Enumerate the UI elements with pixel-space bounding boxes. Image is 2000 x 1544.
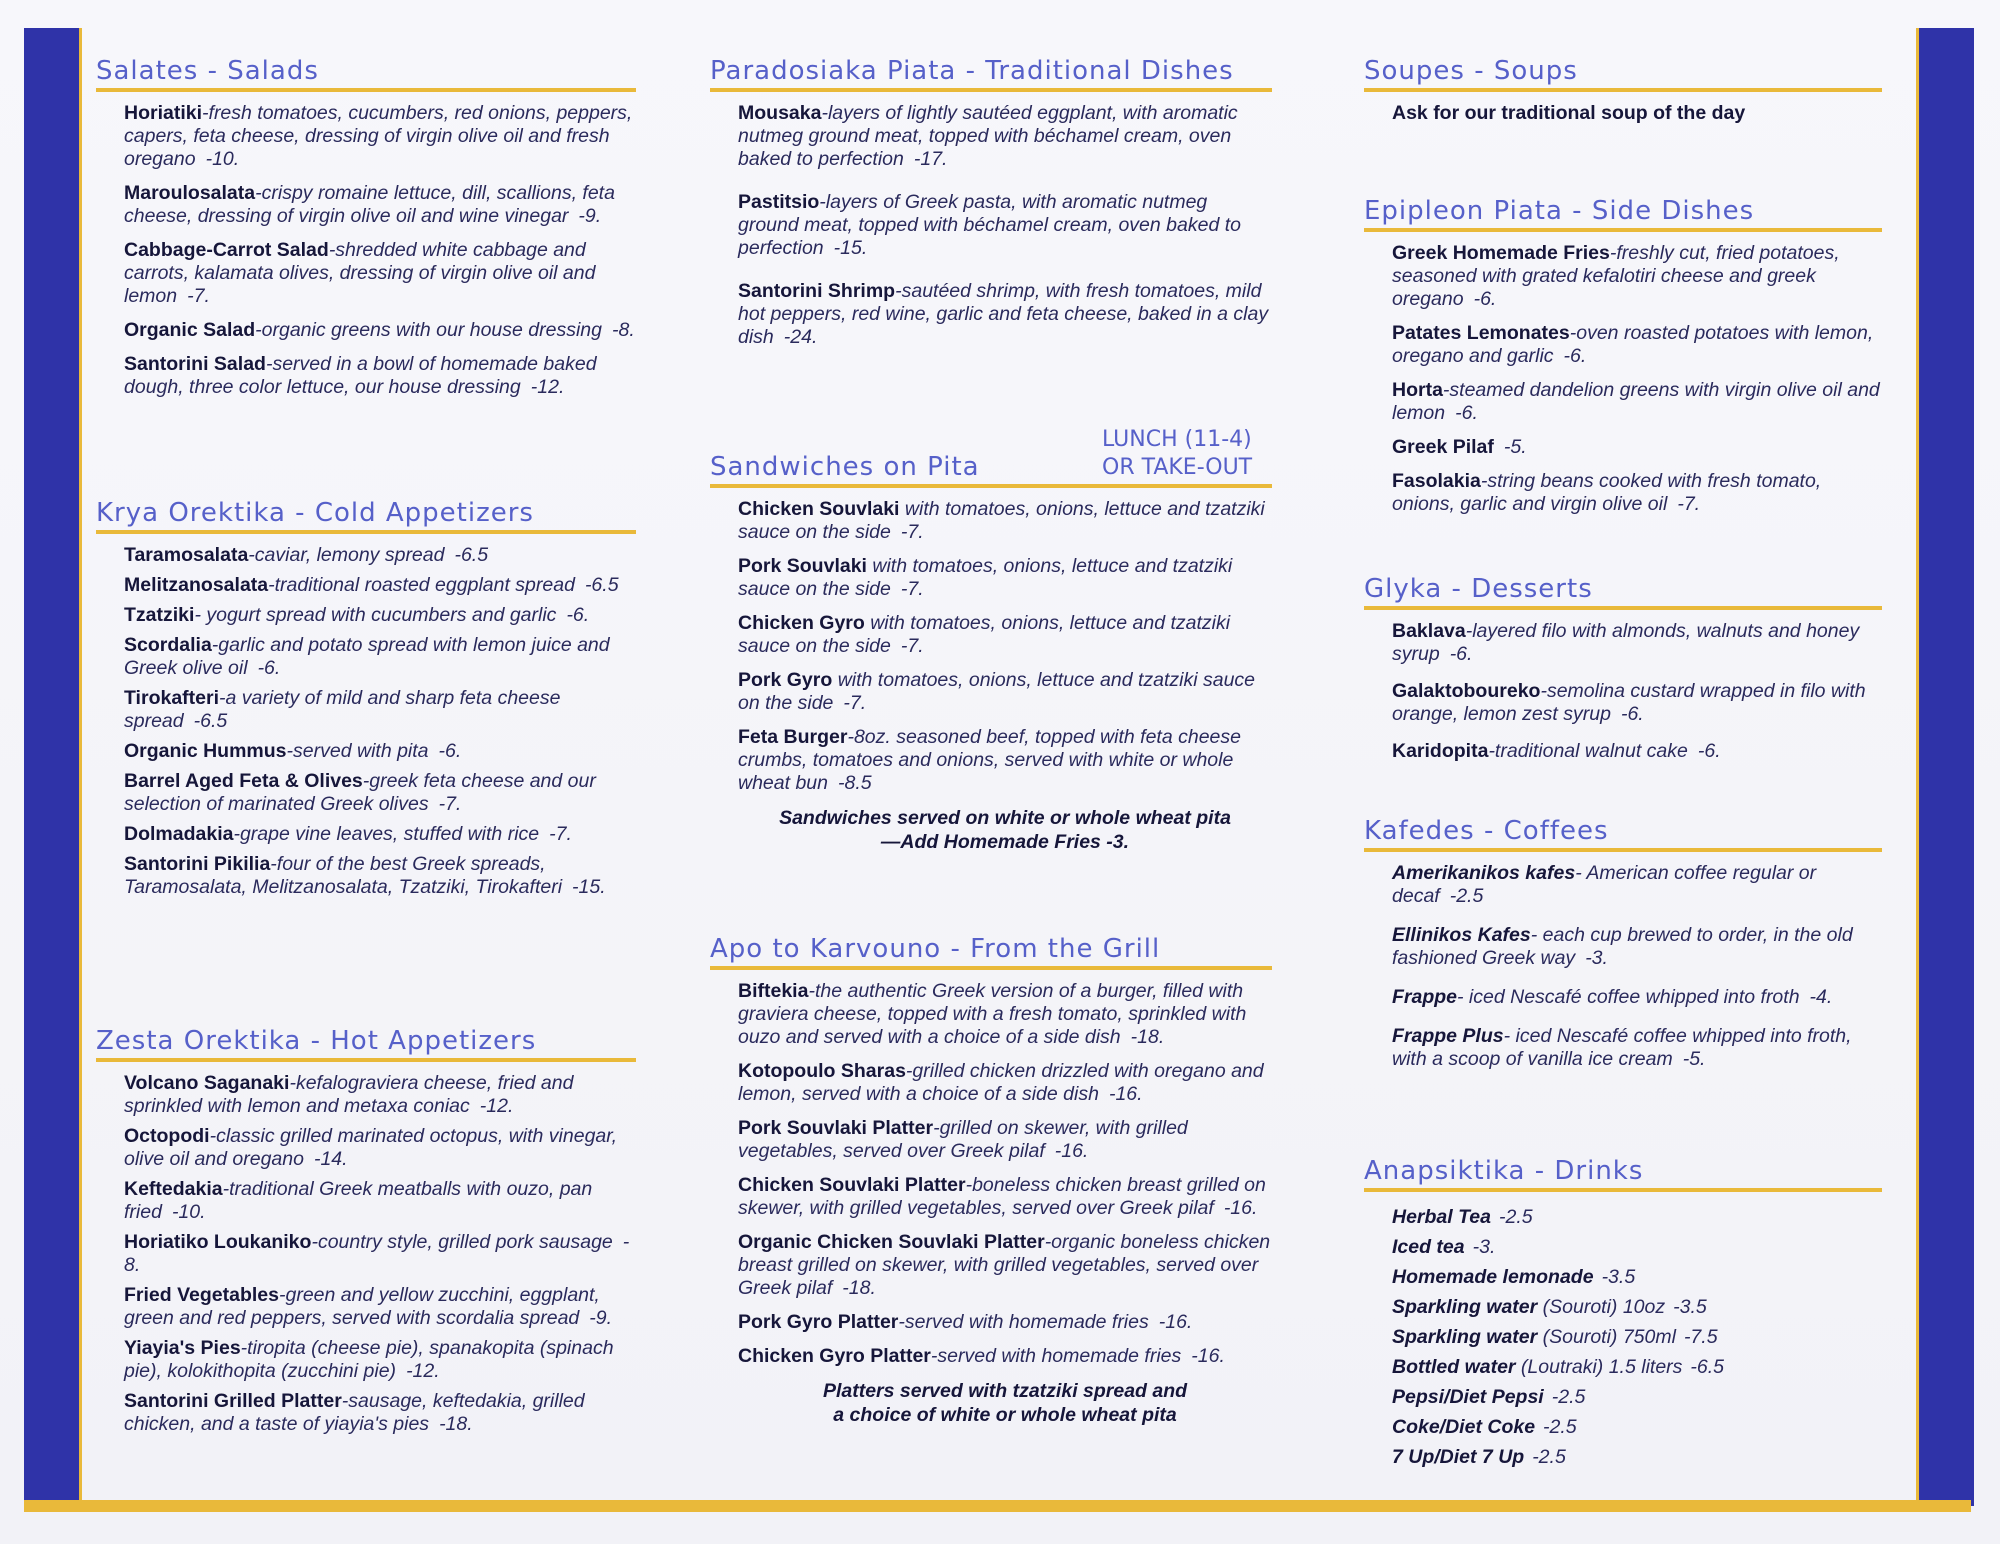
menu-item bbox=[738, 1060, 1272, 1106]
menu-item-price: -16. bbox=[1108, 1083, 1143, 1105]
menu-item bbox=[1392, 1025, 1882, 1071]
menu-item-price: -8. bbox=[124, 1231, 630, 1276]
menu-item bbox=[124, 1178, 636, 1224]
section-traditional bbox=[710, 56, 1272, 369]
menu-item-price: -7. bbox=[438, 793, 462, 815]
menu-item-description: with tomatoes, onions, lettuce and tzatziki sauce on the side bbox=[738, 555, 1233, 600]
menu-item bbox=[1392, 620, 1882, 666]
menu-item bbox=[738, 280, 1272, 349]
right-border-bar bbox=[1916, 28, 1974, 1506]
menu-item bbox=[124, 319, 636, 342]
menu-item-name: Cabbage-Carrot Salad bbox=[124, 239, 329, 261]
menu-item-price: -8.5 bbox=[838, 772, 872, 794]
footer-line: a choice of white or whole wheat pita bbox=[833, 1404, 1177, 1426]
section-header bbox=[710, 934, 1272, 970]
menu-item-price: -7. bbox=[1677, 493, 1701, 515]
menu-item-name: Sparkling water bbox=[1392, 1296, 1538, 1318]
menu-item-description: -served with homemade fries bbox=[930, 1345, 1182, 1367]
menu-item bbox=[738, 669, 1272, 715]
menu-item-name: Pastitsio bbox=[738, 191, 820, 213]
menu-item-name: Barrel Aged Feta & Olives bbox=[124, 770, 363, 792]
menu-item bbox=[124, 1337, 636, 1383]
menu-item bbox=[738, 1231, 1272, 1300]
menu-item-name: Santorini Shrimp bbox=[738, 280, 896, 302]
menu-item-price: -2.5 bbox=[1543, 1416, 1577, 1438]
menu-item-description: -four of the best Greek spreads, Taramosalata, Melitzanosalata, Tzatziki, Tirokafteri bbox=[124, 853, 563, 898]
menu-item bbox=[124, 770, 636, 816]
menu-item-price: -9. bbox=[589, 1307, 613, 1329]
menu-item bbox=[1392, 1442, 1882, 1472]
menu-item-price: -6.5 bbox=[584, 574, 619, 596]
menu-item-name: Kotopoulo Sharas bbox=[738, 1060, 906, 1082]
menu-item-price: -6.5 bbox=[454, 544, 489, 566]
menu-item bbox=[124, 544, 636, 567]
menu-item-price: -6. bbox=[438, 740, 462, 762]
menu-item bbox=[124, 604, 636, 627]
menu-item bbox=[1392, 1292, 1882, 1322]
sandwich-footer-note bbox=[738, 806, 1272, 854]
menu-item-description: -a variety of mild and sharp feta cheese spread bbox=[124, 687, 561, 732]
menu-item-name: Galaktoboureko bbox=[1392, 680, 1541, 702]
section-title: Krya Orektika - Cold Appetizers bbox=[96, 498, 534, 528]
menu-item-price: -16. bbox=[1054, 1140, 1089, 1162]
menu-item-description: (Souroti) 750ml bbox=[1537, 1326, 1676, 1348]
menu-item-description: -oven roasted potatoes with lemon, oregano and garlic bbox=[1392, 322, 1874, 367]
menu-item-name: Organic Chicken Souvlaki Platter bbox=[738, 1231, 1045, 1253]
menu-item bbox=[124, 574, 636, 597]
menu-item-description: -grape vine leaves, stuffed with rice bbox=[233, 823, 540, 845]
menu-item bbox=[1392, 1352, 1882, 1382]
menu-item-price: -7.5 bbox=[1683, 1326, 1718, 1348]
lunch-takeout-note: LUNCH (11-4) OR TAKE-OUT bbox=[1102, 427, 1253, 480]
menu-item bbox=[738, 980, 1272, 1049]
menu-item bbox=[124, 182, 636, 228]
section-header bbox=[1364, 1156, 1882, 1192]
footer-line: Platters served with tzatziki spread and bbox=[822, 1380, 1188, 1402]
menu-item-price: -7. bbox=[900, 578, 924, 600]
footer-line: Sandwiches served on white or whole wheat pita bbox=[779, 807, 1231, 829]
menu-item-price: -5. bbox=[1682, 1048, 1706, 1070]
menu-item-price: -7. bbox=[900, 521, 924, 543]
menu-item bbox=[738, 102, 1272, 171]
menu-item-name: Pork Gyro bbox=[738, 669, 833, 691]
menu-item-description: (Souroti) 10oz bbox=[1537, 1296, 1666, 1318]
menu-item-price: -16. bbox=[1158, 1311, 1193, 1333]
section-header bbox=[1364, 574, 1882, 610]
menu-item-name: Fried Vegetables bbox=[124, 1284, 279, 1306]
menu-item-name: Santorini Pikilia bbox=[124, 853, 271, 875]
section-sandwiches bbox=[710, 426, 1272, 854]
menu-item-name: Pork Gyro Platter bbox=[738, 1311, 899, 1333]
menu-item-name: Chicken Gyro Platter bbox=[738, 1345, 931, 1367]
section-header bbox=[710, 56, 1272, 92]
menu-item-name: Sparkling water bbox=[1392, 1326, 1538, 1348]
menu-item-description: -string beans cooked with fresh tomato, onions, garlic and virgin olive oil bbox=[1392, 470, 1822, 515]
menu-item-description: -freshly cut, fried potatoes, seasoned with grated kefalotiri cheese and greek oregano bbox=[1392, 242, 1840, 310]
menu-item-description: (Loutraki) 1.5 liters bbox=[1515, 1356, 1683, 1378]
menu-item-price: -7. bbox=[187, 285, 210, 307]
section-header bbox=[96, 56, 636, 92]
menu-item-description: - each cup brewed to order, in the old fashioned Greek way bbox=[1392, 924, 1853, 969]
menu-item-price: -10. bbox=[171, 1201, 206, 1223]
menu-item bbox=[1392, 740, 1882, 763]
menu-item bbox=[1392, 436, 1882, 459]
menu-item bbox=[1392, 1382, 1882, 1412]
menu-item-name: 7 Up/Diet 7 Up bbox=[1392, 1446, 1525, 1468]
menu-item bbox=[124, 1231, 636, 1277]
section-header bbox=[96, 1026, 636, 1062]
menu-item-name: Organic Hummus bbox=[124, 740, 287, 762]
menu-item-price: -4. bbox=[1809, 986, 1833, 1008]
menu-item-price: -24. bbox=[783, 326, 818, 348]
menu-item-price: -18. bbox=[439, 1413, 473, 1435]
menu-item-price: -6. bbox=[1697, 740, 1721, 762]
menu-item-description: -tiropita (cheese pie), spanakopita (spinach pie), kolokithopita (zucchini pie) bbox=[124, 1337, 614, 1382]
menu-item bbox=[738, 1117, 1272, 1163]
menu-item-description: -served in a bowl of homemade baked dough, three color lettuce, our house dressing bbox=[124, 353, 597, 398]
menu-item-price: -7. bbox=[549, 823, 572, 845]
menu-item-price: -6.5 bbox=[193, 710, 228, 732]
menu-item bbox=[738, 726, 1272, 795]
section-title: Epipleon Piata - Side Dishes bbox=[1364, 196, 1755, 226]
soup-of-day: Ask for our traditional soup of the day bbox=[1392, 102, 1746, 124]
menu-item-name: Taramosalata bbox=[124, 544, 249, 566]
menu-item bbox=[124, 853, 636, 899]
menu-item-price: -6. bbox=[257, 657, 281, 679]
menu-item-description: with tomatoes, onions, lettuce and tzatziki sauce on the side bbox=[738, 669, 1256, 714]
menu-item-name: Chicken Gyro bbox=[738, 612, 865, 634]
menu-item-description: -boneless chicken breast grilled on skewer, with grilled vegetables, served over Greek pilaf bbox=[738, 1174, 1266, 1219]
menu-item-price: -14. bbox=[313, 1148, 348, 1170]
menu-item-description: -greek feta cheese and our selection of marinated Greek olives bbox=[124, 770, 596, 815]
menu-item-name: Feta Burger bbox=[738, 726, 848, 748]
menu-item-name: Karidopita bbox=[1392, 740, 1489, 762]
menu-item-name: Pepsi/Diet Pepsi bbox=[1392, 1386, 1544, 1408]
section-drinks bbox=[1364, 1156, 1882, 1472]
menu-item-price: -2.5 bbox=[1532, 1446, 1566, 1468]
menu-item-name: Baklava bbox=[1392, 620, 1466, 642]
menu-item-description: -crispy romaine lettuce, dill, scallions, feta cheese, dressing of virgin olive oil and wine vinegar bbox=[124, 182, 615, 227]
menu-item-price: -6. bbox=[1449, 643, 1473, 665]
section-soups bbox=[1364, 56, 1882, 136]
platter-footer-note bbox=[738, 1379, 1272, 1427]
menu-item bbox=[738, 1174, 1272, 1220]
menu-item-name: Patates Lemonates bbox=[1392, 322, 1570, 344]
menu-item-price: -16. bbox=[1191, 1345, 1225, 1367]
menu-item-description: -fresh tomatoes, cucumbers, red onions, peppers, capers, feta cheese, dressing of virgin olive oil and fresh oregano bbox=[124, 102, 633, 170]
menu-item bbox=[124, 634, 636, 680]
menu-item-name: Dolmadakia bbox=[124, 823, 234, 845]
menu-item-description: -semolina custard wrapped in filo with orange, lemon zest syrup bbox=[1392, 680, 1866, 725]
menu-item-description: with tomatoes, onions, lettuce and tzatziki sauce on the side bbox=[738, 498, 1265, 543]
section-title: Soupes - Soups bbox=[1364, 56, 1578, 86]
menu-item bbox=[1392, 680, 1882, 726]
menu-item bbox=[738, 1311, 1272, 1334]
menu-item-description: -country style, grilled pork sausage bbox=[311, 1231, 613, 1253]
menu-item-name: Yiayia's Pies bbox=[124, 1337, 241, 1359]
menu-item-name: Horta bbox=[1392, 379, 1443, 401]
menu-item-price: -12. bbox=[406, 1360, 440, 1382]
menu-item-name: Horiatiko Loukaniko bbox=[124, 1231, 312, 1253]
menu-item-name: Pork Souvlaki Platter bbox=[738, 1117, 934, 1139]
menu-item bbox=[1392, 242, 1882, 311]
menu-item-name: Horiatiki bbox=[124, 102, 203, 124]
menu-item bbox=[1392, 379, 1882, 425]
menu-item-description: - American coffee regular or decaf bbox=[1392, 862, 1817, 907]
menu-item-name: Organic Salad bbox=[124, 319, 256, 341]
menu-item-name: Scordalia bbox=[124, 634, 212, 656]
menu-item-price: -8. bbox=[612, 319, 635, 341]
menu-item-description: -served with homemade fries bbox=[898, 1311, 1149, 1333]
menu-item bbox=[1392, 1412, 1882, 1442]
section-header bbox=[710, 426, 1272, 488]
menu-item-name: Iced tea bbox=[1392, 1236, 1465, 1258]
menu-item-price: -6. bbox=[566, 604, 590, 626]
section-hot-appetizers bbox=[96, 1026, 636, 1443]
menu-item-name: Tzatziki bbox=[124, 604, 195, 626]
section-coffees bbox=[1364, 816, 1882, 1087]
menu-item-description: -green and yellow zucchini, eggplant, green and red peppers, served with scordalia spread bbox=[124, 1284, 600, 1329]
menu-item-price: -3.5 bbox=[1601, 1266, 1636, 1288]
menu-item-price: -7. bbox=[900, 635, 924, 657]
menu-item-price: -15. bbox=[572, 876, 606, 898]
menu-item-price: -2.5 bbox=[1551, 1386, 1586, 1408]
menu-item-name: Mousaka bbox=[738, 102, 822, 124]
menu-item-price: -6. bbox=[1620, 703, 1644, 725]
menu-item-price: -10. bbox=[205, 148, 240, 170]
menu-item-description: -organic boneless chicken breast grilled on skewer, with grilled vegetables, served over Greek pilaf bbox=[738, 1231, 1271, 1299]
menu-item-name: Bottled water bbox=[1392, 1356, 1516, 1378]
section-desserts bbox=[1364, 574, 1882, 777]
menu-item-name: Santorini Salad bbox=[124, 353, 266, 375]
section-title: Apo to Karvouno - From the Grill bbox=[710, 934, 1161, 964]
menu-item-price: -12. bbox=[479, 1095, 514, 1117]
menu-item-description: -served with pita bbox=[286, 740, 429, 762]
menu-item-name: Volcano Saganaki bbox=[124, 1072, 290, 1094]
menu-item bbox=[124, 740, 636, 763]
menu-item bbox=[1392, 1202, 1882, 1232]
menu-item-description: -8oz. seasoned beef, topped with feta cheese crumbs, tomatoes and onions, served with white or whole wheat bun bbox=[738, 726, 1241, 794]
section-cold-appetizers bbox=[96, 498, 636, 906]
menu-item-name: Tirokafteri bbox=[124, 687, 220, 709]
menu-item-description: -sausage, keftedakia, grilled chicken, and a taste of yiayia's pies bbox=[124, 1390, 585, 1435]
menu-item-price: -16. bbox=[1223, 1197, 1258, 1219]
menu-item-name: Chicken Souvlaki bbox=[738, 498, 900, 520]
menu-item bbox=[1392, 924, 1882, 970]
menu-item-description: -steamed dandelion greens with virgin olive oil and lemon bbox=[1392, 379, 1880, 424]
section-salads bbox=[96, 56, 636, 410]
menu-item-name: Ellinikos Kafes bbox=[1392, 924, 1531, 946]
section-grill bbox=[710, 934, 1272, 1427]
menu-item-description: -garlic and potato spread with lemon juice and Greek olive oil bbox=[124, 634, 610, 679]
menu-item-description: - iced Nescafé coffee whipped into froth, with a scoop of vanilla ice cream bbox=[1392, 1025, 1852, 1070]
menu-item-name: Greek Pilaf bbox=[1392, 436, 1494, 458]
menu-item bbox=[124, 1125, 636, 1171]
menu-item-description: -sautéed shrimp, with fresh tomatoes, mild hot peppers, red wine, garlic and feta cheese, baked in a clay dish bbox=[738, 280, 1269, 348]
menu-item bbox=[1392, 322, 1882, 368]
menu-item-description: -traditional walnut cake bbox=[1488, 740, 1688, 762]
menu-item bbox=[124, 102, 636, 171]
menu-item-price: -6.5 bbox=[1690, 1356, 1725, 1378]
menu-item bbox=[124, 1072, 636, 1118]
menu-item-name: Keftedakia bbox=[124, 1178, 223, 1200]
menu-item-price: -5. bbox=[1503, 436, 1527, 458]
menu-item bbox=[124, 1390, 636, 1436]
section-title: Zesta Orektika - Hot Appetizers bbox=[96, 1026, 537, 1056]
menu-item bbox=[738, 612, 1272, 658]
menu-item-description: -caviar, lemony spread bbox=[248, 544, 445, 566]
menu-item-price: -2.5 bbox=[1449, 885, 1484, 907]
section-header bbox=[96, 498, 636, 534]
menu-item bbox=[738, 1345, 1272, 1368]
menu-item-price: -12. bbox=[530, 376, 565, 398]
menu-item bbox=[124, 239, 636, 308]
menu-item-price: -15. bbox=[833, 237, 868, 259]
menu-item bbox=[738, 555, 1272, 601]
menu-item-name: Coke/Diet Coke bbox=[1392, 1416, 1536, 1438]
menu-item-price: -18. bbox=[1130, 1026, 1165, 1048]
section-title: Kafedes - Coffees bbox=[1364, 816, 1609, 846]
menu-item bbox=[1392, 1322, 1882, 1352]
footer-line: —Add Homemade Fries -3. bbox=[880, 831, 1130, 853]
menu-item-description: -traditional roasted eggplant spread bbox=[268, 574, 575, 596]
menu-item-price: -3.5 bbox=[1673, 1296, 1707, 1318]
menu-item-name: Herbal Tea bbox=[1392, 1206, 1491, 1228]
menu-item-name: Maroulosalata bbox=[124, 182, 256, 204]
menu-item-name: Amerikanikos kafes bbox=[1392, 862, 1576, 884]
menu-item-description: -traditional Greek meatballs with ouzo, pan fried bbox=[124, 1178, 593, 1223]
menu-item bbox=[738, 191, 1272, 260]
menu-item-description: -kefalograviera cheese, fried and sprinkled with lemon and metaxa coniac bbox=[124, 1072, 574, 1117]
menu-item-description: with tomatoes, onions, lettuce and tzatziki sauce on the side bbox=[738, 612, 1231, 657]
menu-item-price: -3. bbox=[1585, 947, 1608, 969]
menu-item-name: Biftekia bbox=[738, 980, 809, 1002]
menu-item-description: - iced Nescafé coffee whipped into froth bbox=[1457, 986, 1800, 1008]
section-title: Sandwiches on Pita bbox=[710, 452, 980, 482]
menu-item-description: -the authentic Greek version of a burger, filled with graviera cheese, topped with a fresh tomato, sprinkled with ouzo and served with a choice of a side dish bbox=[738, 980, 1247, 1048]
menu-item-description: -layered filo with almonds, walnuts and honey syrup bbox=[1392, 620, 1860, 665]
menu-item-name: Frappe Plus bbox=[1392, 1025, 1504, 1047]
menu-item-price: -2.5 bbox=[1499, 1206, 1533, 1228]
section-sides bbox=[1364, 196, 1882, 527]
menu-item-price: -17. bbox=[913, 148, 948, 170]
menu-item-description: -layers of lightly sautéed eggplant, with aromatic nutmeg ground meat, topped with béchamel cream, oven baked to perfection bbox=[738, 102, 1238, 170]
menu-item-description: -shredded white cabbage and carrots, kalamata olives, dressing of virgin olive oil and lemon bbox=[124, 239, 596, 307]
menu-item-price: -6. bbox=[1473, 288, 1497, 310]
menu-item bbox=[1392, 986, 1882, 1009]
menu-item-name: Octopodi bbox=[124, 1125, 210, 1147]
menu-item bbox=[124, 353, 636, 399]
menu-item-description: -organic greens with our house dressing bbox=[255, 319, 602, 341]
menu-item-description: -layers of Greek pasta, with aromatic nutmeg ground meat, topped with béchamel cream, oven baked to perfection bbox=[738, 191, 1241, 259]
menu-item-description: -grilled on skewer, with grilled vegetables, served over Greek pilaf bbox=[738, 1117, 1188, 1162]
menu-item-description: - yogurt spread with cucumbers and garlic bbox=[194, 604, 557, 626]
section-header bbox=[1364, 56, 1882, 92]
menu-item bbox=[124, 1284, 636, 1330]
menu-item-name: Frappe bbox=[1392, 986, 1458, 1008]
menu-item-name: Santorini Grilled Platter bbox=[124, 1390, 342, 1412]
menu-item-price: -6. bbox=[1563, 345, 1587, 367]
menu-item bbox=[1392, 862, 1882, 908]
menu-item bbox=[124, 687, 636, 733]
menu-item bbox=[1392, 1232, 1882, 1262]
section-header bbox=[1364, 196, 1882, 232]
menu-item bbox=[738, 498, 1272, 544]
section-title: Salates - Salads bbox=[96, 56, 319, 86]
menu-item-price: -3. bbox=[1472, 1236, 1496, 1258]
section-title: Paradosiaka Piata - Traditional Dishes bbox=[710, 56, 1234, 86]
section-title: Anapsiktika - Drinks bbox=[1364, 1156, 1644, 1186]
menu-item-price: -9. bbox=[578, 205, 602, 227]
menu-item-name: Homemade lemonade bbox=[1392, 1266, 1594, 1288]
left-border-bar bbox=[24, 28, 82, 1506]
menu-item-description: -grilled chicken drizzled with oregano and lemon, served with a choice of a side dish bbox=[738, 1060, 1264, 1105]
menu-item-price: -6. bbox=[1455, 402, 1478, 424]
bottom-border-band bbox=[24, 1500, 1971, 1512]
menu-item-price: -18. bbox=[842, 1277, 876, 1299]
section-title: Glyka - Desserts bbox=[1364, 574, 1593, 604]
menu-item-name: Greek Homemade Fries bbox=[1392, 242, 1610, 264]
menu-item-name: Fasolakia bbox=[1392, 470, 1481, 492]
menu-item-price: -7. bbox=[843, 692, 867, 714]
section-header bbox=[1364, 816, 1882, 852]
menu-item-name: Melitzanosalata bbox=[124, 574, 269, 596]
menu-item bbox=[1392, 1262, 1882, 1292]
menu-item-description: -classic grilled marinated octopus, with vinegar, olive oil and oregano bbox=[124, 1125, 618, 1170]
menu-item-name: Pork Souvlaki bbox=[738, 555, 867, 577]
menu-item-name: Chicken Souvlaki Platter bbox=[738, 1174, 966, 1196]
menu-item bbox=[1392, 470, 1882, 516]
menu-item bbox=[124, 823, 636, 846]
